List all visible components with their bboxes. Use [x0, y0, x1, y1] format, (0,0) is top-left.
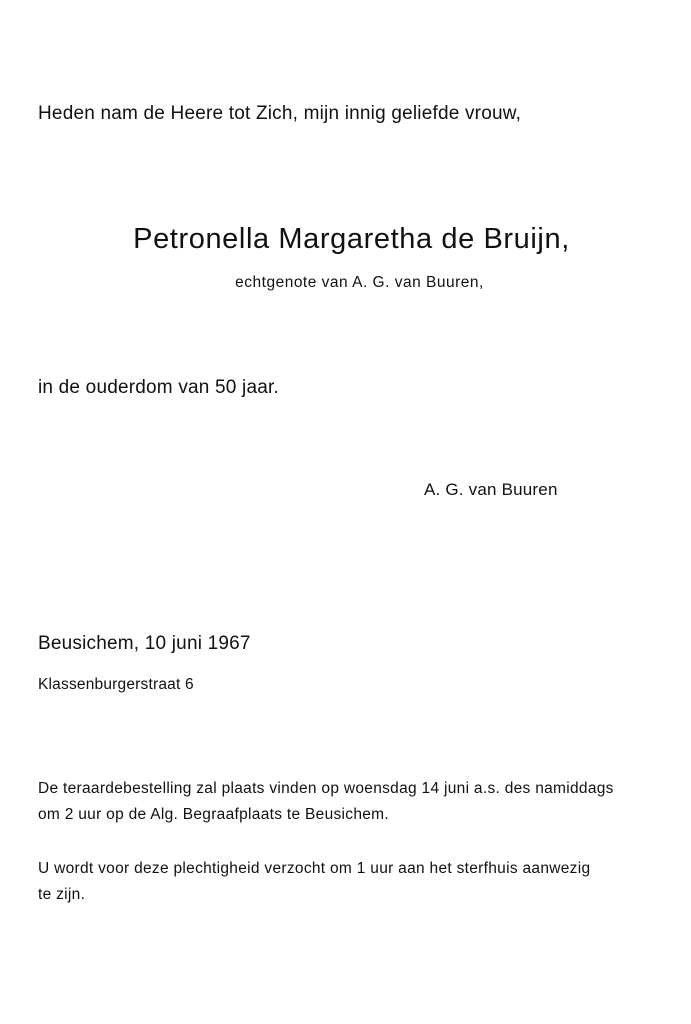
request-line-2: te zijn. — [38, 886, 86, 903]
funeral-line-1: De teraardebestelling zal plaats vinden op woensdag 14 juni a.s. des namiddags — [38, 780, 614, 797]
request-paragraph — [38, 856, 668, 908]
opening-line: Heden nam de Heere tot Zich, mijn innig geliefde vrouw, — [38, 103, 522, 124]
place-date: Beusichem, 10 juni 1967 — [38, 633, 251, 654]
funeral-paragraph — [38, 776, 668, 828]
deceased-name: Petronella Margaretha de Bruijn, — [133, 223, 570, 255]
spouse-line: echtgenote van A. G. van Buuren, — [235, 274, 484, 291]
request-line-1: U wordt voor deze plechtigheid verzocht om 1 uur aan het sterfhuis aanwezig — [38, 860, 591, 877]
signature: A. G. van Buuren — [424, 480, 558, 499]
address: Klassenburgerstraat 6 — [38, 676, 194, 693]
funeral-line-2: om 2 uur op de Alg. Begraafplaats te Beusichem. — [38, 806, 389, 823]
age-line: in de ouderdom van 50 jaar. — [38, 377, 279, 398]
